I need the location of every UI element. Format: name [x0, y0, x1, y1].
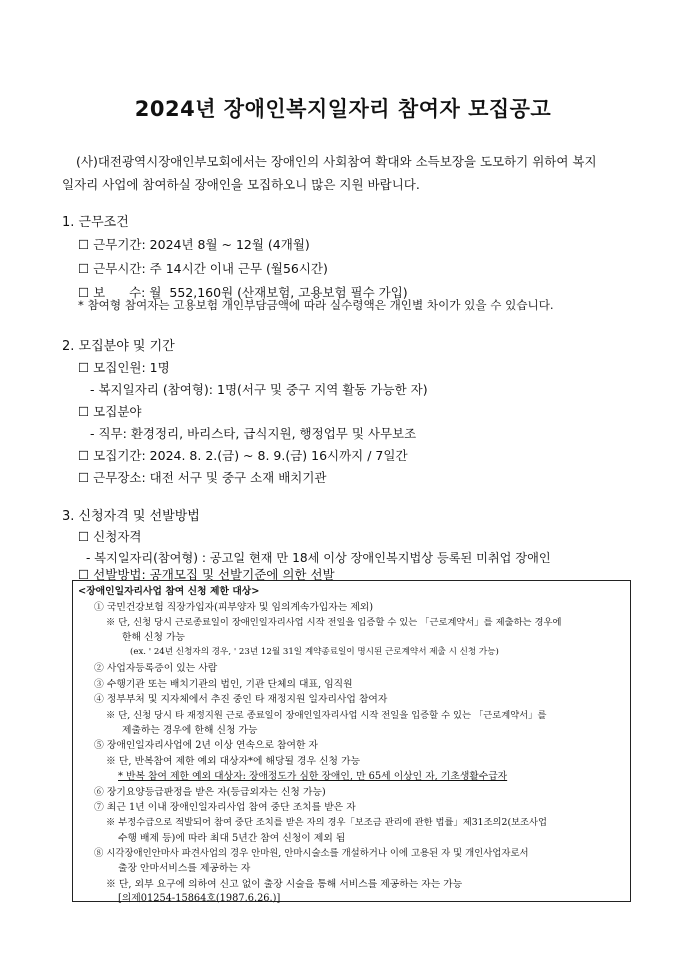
- eligibility-detail: - 복지일자리(참여형) : 공고일 현재 만 18세 이상 장애인복지법상 등록된 미취업 장애인: [86, 551, 551, 565]
- selection-method: ☐ 선발방법: 공개모집 및 선발기준에 의한 선발: [78, 567, 335, 582]
- box-line-underlined: * 반복 참여 제한 예외 대상자: 장애정도가 심한 장애인, 만 65세 이상인 자, 기초생활수급자: [118, 771, 508, 782]
- section-2-heading: 2. 모집분야 및 기간: [62, 339, 175, 354]
- recruit-count: ☐ 모집인원: 1명: [78, 360, 170, 375]
- section-3-heading: 3. 신청자격 및 선발방법: [62, 509, 200, 524]
- box-line: 수행 배제 등)에 따라 최대 5년간 참여 신청이 제외 됨: [118, 833, 346, 844]
- recruit-count-detail: - 복지일자리 (참여형): 1명(서구 및 중구 지역 활동 가능한 자): [90, 382, 428, 397]
- box-line: [의제01254-15864호(1987.6.26.)]: [118, 893, 281, 904]
- section-1-heading: 1. 근무조건: [62, 215, 129, 230]
- recruit-field: ☐ 모집분야: [78, 404, 142, 419]
- box-line: ⑦ 최근 1년 이내 장애인일자리사업 참여 중단 조치를 받은 자: [94, 802, 356, 813]
- box-line: ※ 단, 신청 당시 타 재정지원 근로 종료일이 장애인일자리사업 시작 전일을 입증할 수 있는 「근로계약서」를: [106, 710, 547, 721]
- intro-line-2: 일자리 사업에 참여하실 장애인을 모집하오니 많은 지원 바랍니다.: [62, 177, 420, 192]
- box-line: ⑧ 시각장애인안마사 파견사업의 경우 안마원, 안마시술소를 개설하거나 이에 고용된 자 및 개인사업자로서: [94, 848, 529, 859]
- box-line: 제출하는 경우에 한해 신청 가능: [122, 725, 258, 736]
- box-line: ③ 수행기관 또는 배치기관의 법인, 기관 단체의 대표, 임직원: [94, 679, 353, 690]
- page-title: 2024년 장애인복지일자리 참여자 모집공고: [134, 97, 552, 121]
- box-line: ⑥ 장기요양등급판정을 받은 자(등급외자는 신청 가능): [94, 787, 326, 798]
- box-line: ※ 단, 외부 요구에 의하여 신고 없이 출장 시술을 통해 서비스를 제공하는 자는 가능: [106, 879, 463, 890]
- box-line: ※ 부정수급으로 적발되어 참여 중단 조치를 받은 자의 경우「보조금 관리에 관한 법률」제31조의2(보조사업: [106, 817, 548, 828]
- eligibility: ☐ 신청자격: [78, 529, 142, 544]
- box-line: ⑤ 장애인일자리사업에 2년 이상 연속으로 참여한 자: [94, 740, 318, 751]
- wage: ☐ 보 수: 월 552,160원 (산재보험, 고용보험 필수 가입): [78, 285, 408, 300]
- work-place: ☐ 근무장소: 대전 서구 및 중구 소재 배치기관: [78, 470, 327, 485]
- intro-line-1: (사)대전광역시장애인부모회에서는 장애인의 사회참여 확대와 소득보장을 도모하기 위하여 복지: [76, 154, 597, 169]
- box-line: ① 국민건강보험 직장가입자(피부양자 및 임의계속가입자는 제외): [94, 602, 374, 613]
- box-line: (ex. ' 24년 신청자의 경우, ' 23년 12월 31일 계약종료일이 명시된 근로계약서 제출 시 신청 가능): [130, 647, 499, 657]
- work-hours: ☐ 근무시간: 주 14시간 이내 근무 (월56시간): [78, 261, 328, 276]
- recruit-field-detail: - 직무: 환경정리, 바리스타, 급식지원, 행정업무 및 사무보조: [90, 426, 417, 441]
- work-period: ☐ 근무기간: 2024년 8월 ~ 12월 (4개월): [78, 237, 310, 252]
- box-line: ※ 단, 반복참여 제한 예외 대상자*에 해당될 경우 신청 가능: [106, 756, 361, 767]
- wage-note: * 참여형 참여자는 고용보험 개인부담금액에 따라 실수령액은 개인별 차이가 있을 수 있습니다.: [78, 298, 554, 312]
- box-heading: <장애인일자리사업 참여 신청 제한 대상>: [78, 586, 260, 597]
- recruit-period: ☐ 모집기간: 2024. 8. 2.(금) ~ 8. 9.(금) 16시까지 / 7일간: [78, 448, 408, 463]
- box-line: ※ 단, 신청 당시 근로종료일이 장애인일자리사업 시작 전일을 입증할 수 있는 「근로계약서」를 제출하는 경우에: [106, 617, 562, 628]
- box-line: ② 사업자등록증이 있는 사람: [94, 663, 218, 674]
- box-line: 출장 안마서비스를 제공하는 자: [118, 863, 251, 874]
- box-line: 한해 신청 가능: [122, 632, 186, 643]
- box-line: ④ 정부부처 및 지자체에서 추진 중인 타 재정지원 일자리사업 참여자: [94, 694, 388, 705]
